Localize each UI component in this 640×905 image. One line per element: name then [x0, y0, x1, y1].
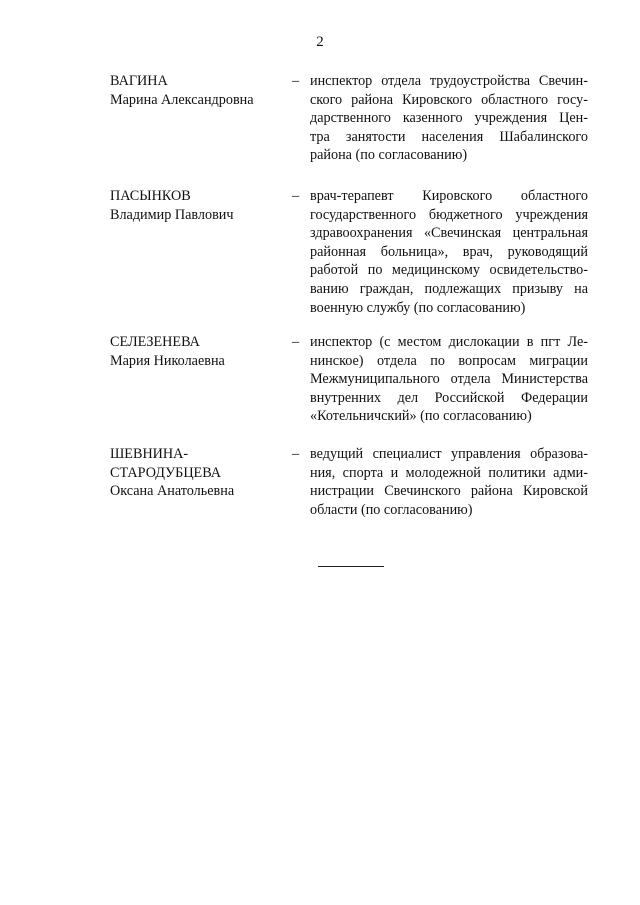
- dash-separator: –: [292, 188, 300, 204]
- member-surname-continued: СТАРОДУБЦЕВА: [110, 464, 222, 481]
- position-line: работой по медицинскому освидетельство-: [310, 262, 588, 279]
- position-line: внутренних дел Российской Федерации: [310, 389, 588, 406]
- member-position: [310, 187, 588, 317]
- position-line: здравоохранения «Свечинская центральная: [310, 225, 588, 242]
- member-name: [110, 333, 288, 426]
- member-position: [310, 72, 588, 165]
- position-line: ния, спорта и молодежной политики адми-: [310, 464, 588, 481]
- page-number: 2: [316, 34, 324, 50]
- position-line: нистрации Свечинского района Кировской: [310, 483, 588, 500]
- member-name: [110, 72, 288, 165]
- member-surname: СЕЛЕЗЕНЕВА: [110, 334, 200, 350]
- position-line: района (по согласованию): [310, 147, 468, 164]
- position-line: нинское) отдела по вопросам миграции: [310, 352, 588, 369]
- member-name: [110, 187, 288, 317]
- position-line: инспектор (с местом дислокации в пгт Ле-: [310, 334, 588, 350]
- dash-separator: –: [292, 446, 300, 462]
- position-line: тра занятости населения Шабалинского: [310, 128, 588, 145]
- position-line: Межмуниципального отдела Министерства: [310, 371, 588, 388]
- position-line: «Котельничский» (по согласованию): [310, 408, 532, 425]
- member-surname: ПАСЫНКОВ: [110, 188, 191, 204]
- position-line: государственного бюджетного учреждения: [310, 206, 588, 223]
- member-entry-vagina: [110, 72, 590, 165]
- member-given-name: Мария Николаевна: [110, 352, 225, 369]
- member-position: [310, 445, 588, 519]
- member-name: [110, 445, 288, 519]
- member-given-name: Марина Александровна: [110, 91, 254, 108]
- position-line: врач-терапевт Кировского областного: [310, 188, 588, 204]
- member-surname: ВАГИНА: [110, 73, 168, 89]
- end-of-list-rule: [318, 566, 384, 567]
- dash-separator: –: [292, 73, 300, 89]
- position-line: ского района Кировского областного госу-: [310, 91, 588, 108]
- member-given-name: Оксана Анатольевна: [110, 483, 235, 500]
- dash-separator: –: [292, 334, 300, 350]
- member-surname: ШЕВНИНА-: [110, 446, 189, 462]
- member-position: [310, 333, 588, 426]
- position-line: районная больница», врач, руководящий: [310, 243, 588, 260]
- member-entry-pasynkov: [110, 187, 590, 317]
- member-entry-selezeneva: [110, 333, 590, 426]
- member-entry-shevnina-starodubtseva: [110, 445, 590, 519]
- position-line: области (по согласованию): [310, 501, 473, 518]
- position-line: ведущий специалист управления образова-: [310, 446, 588, 462]
- position-line: дарственного казенного учреждения Цен-: [310, 110, 588, 127]
- position-line: военную службу (по согласованию): [310, 299, 526, 316]
- member-given-name: Владимир Павлович: [110, 206, 234, 223]
- position-line: ванию граждан, подлежащих призыву на: [310, 280, 588, 297]
- position-line: инспектор отдела трудоустройства Свечин-: [310, 73, 588, 89]
